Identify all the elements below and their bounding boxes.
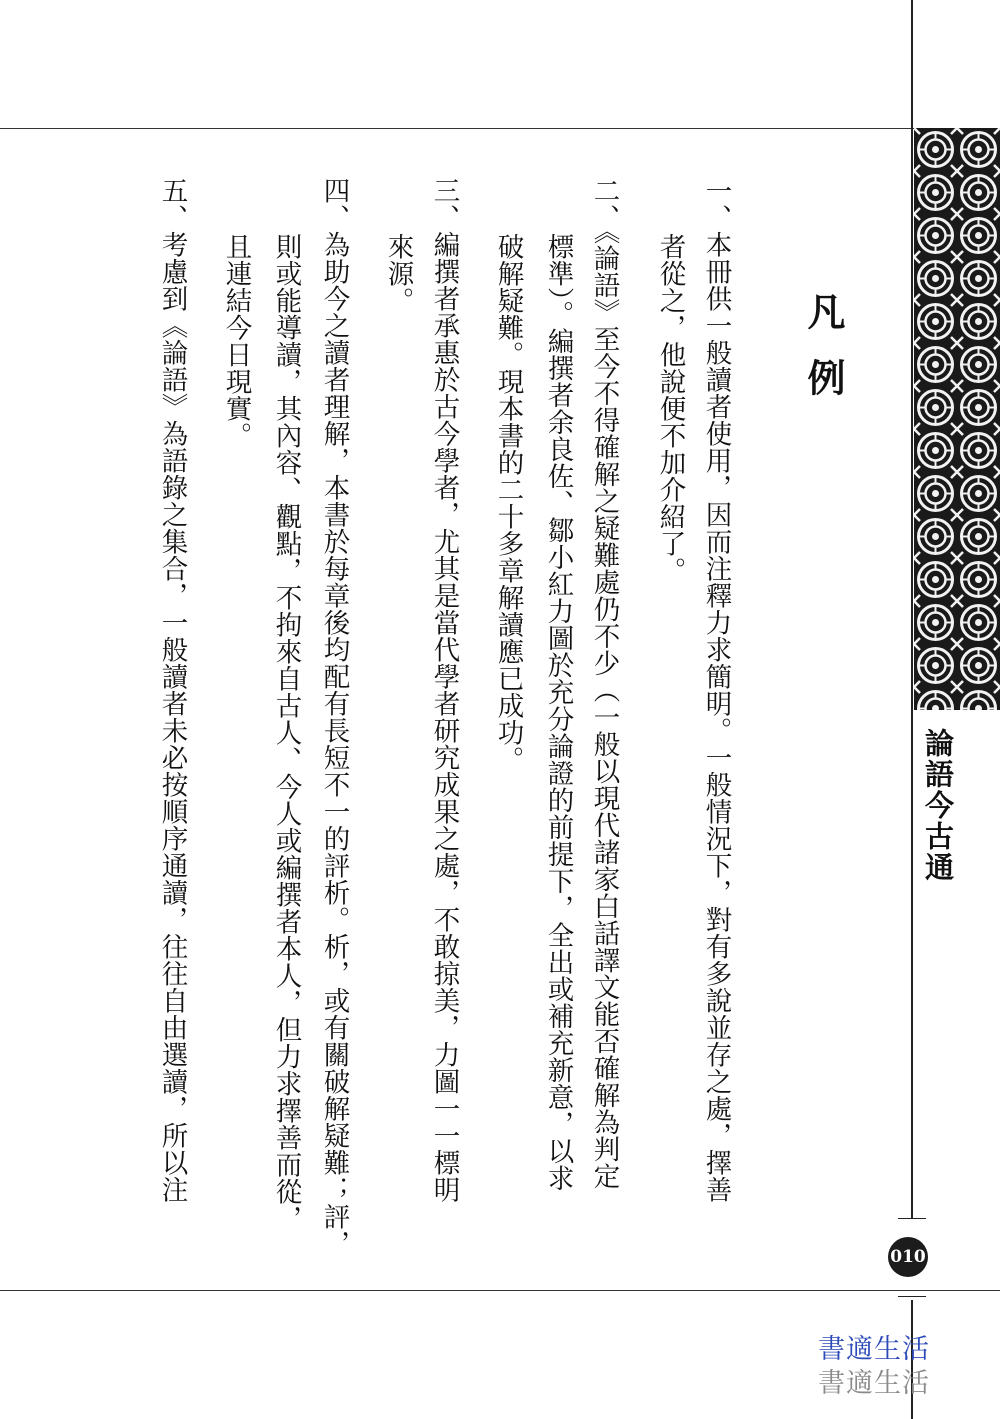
text-column: 五、考慮到《論語》為語錄之集合，一般讀者未必按順序通讀，往往自由選讀，所以注 [156,177,188,1203]
text-column: 來源。 [382,233,414,314]
text-column: 一、本冊供一般讀者使用，因而注釋力求簡明。一般情況下，對有多說並存之處，擇善 [700,177,732,1203]
page-tick-upper [898,1218,926,1219]
page-tick-lower [898,1296,926,1297]
margin-rule-upper [911,0,913,1218]
book-title: 論語今古通 [921,728,955,883]
text-column: 者從之，他說便不加介紹了。 [654,233,686,584]
text-column: 則或能導讀，其內容、觀點，不拘來自古人、今人或編撰者本人，但力求擇善而從， [270,233,302,1232]
watermark-blue: 書適生活 [818,1334,930,1365]
watermark-gray: 書適生活 [818,1368,930,1399]
text-column: 標準）。編撰者余良佐、鄒小紅力圖於充分論證的前提下，全出或補充新意，以求 [542,233,574,1192]
text-column: 破解疑難。現本書的二十多章解讀應已成功。 [492,233,524,773]
ornament-pattern-icon [914,128,1000,710]
text-column: 二、《論語》至今不得確解之疑難處仍不少（一般以現代諸家白話譯文能否確解為判定 [588,177,620,1190]
text-column: 且連結今日現實。 [220,233,252,449]
page-title: 凡例 [801,292,846,424]
bottom-rule [0,1290,1000,1291]
top-rule [0,128,1000,129]
text-column: 四、為助今之讀者理解，本書於每章後均配有長短不一的評析。析，或有關破解疑難；評， [318,177,350,1257]
text-column: 三、編撰者承惠於古今學者，尤其是當代學者研究成果之處，不敢掠美，力圖一一標明 [428,177,460,1203]
page-number-badge: 010 [888,1237,928,1277]
